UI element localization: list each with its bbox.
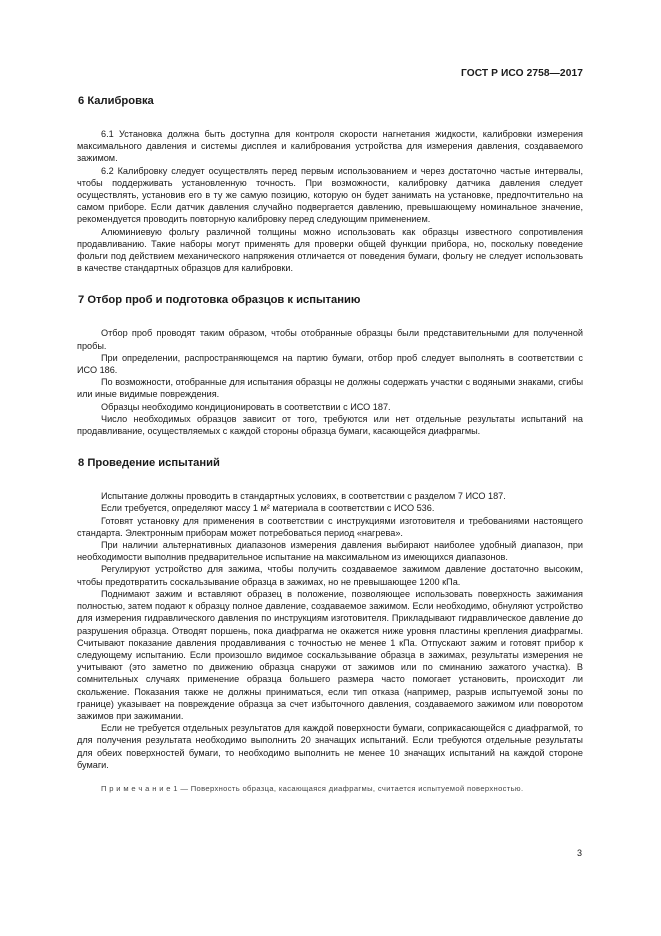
paragraph: Образцы необходимо кондиционировать в соответствии с ИСО 187.: [101, 401, 391, 412]
page-number: 3: [576, 848, 582, 858]
paragraph: При определении, распространяющемся на партию бумаги, отбор проб следует выполнять в соответствии с ИСО 186.: [77, 352, 583, 376]
paragraph: Алюминиевую фольгу различной толщины можно использовать как образцы известного сопротивления продавливанию. Такие наборы могут применять для проверки общей функции прибора, но, поскольку поведение фольги под действием механического напряжения отличается от поведения бумаги, фольгу не следует использовать в качестве стандартных образцов для калибровки.: [77, 226, 583, 274]
paragraph: Регулируют устройство для зажима, чтобы получить создаваемое зажимом давление достаточно высоким, чтобы предотвратить соскальзывание образца в зажимах, но не превышающее 1200 кПа.: [77, 564, 583, 587]
paragraph: Поднимают зажим и вставляют образец в положение, позволяющее использовать поверхность зажимания полностью, затем подают к образцу полное давление, создаваемое зажимом. Если необходимо, обнуляют устройство для измерения гидравлического давления по инструкциям изготовителя. Прикладывают гидравлическое давление до разрушения образца. Отводят поршень, пока диафрагма не окажется ниже уровня пластины крепления диафрагмы. Считывают показание давления продавливания с точностью не менее 1 кПа. Отпускают зажим и готовят прибор к следующему испытанию. Если произошло видимое соскальзывание образца в зажимах, результаты измерения не учитывают (это заметно по движению образца снаружи от зажимов или по сминанию зажатого участка). В сомнительных случаях применение образца большего размера часто помогает установить, происходит ли скольжение. Показания также не должны приниматься, если тип отказа (например, разрыв испытуемой зоны по границе) указывает на повреждение образца за счет избыточного давления, создаваемого зажимом или поворотом зажимов при зажимании.: [77, 588, 583, 721]
paragraph: Если не требуется отдельных результатов для каждой поверхности бумаги, соприкасающейся с диафрагмой, то для получения результата необходимо выполнить 20 значащих испытаний. Если требуются отдельные результаты для обеих поверхностей бумаги, то необходимо выполнить не менее 10 значащих испытаний на каждой стороне бумаги.: [77, 723, 583, 770]
paragraph: При наличии альтернативных диапазонов измерения давления выбирают наиболее удобный диапазон, при необходимости выполнив предварительное испытание на максимальном из имеющихся диапазонов.: [77, 540, 583, 563]
section-heading: 8 Проведение испытаний: [78, 457, 220, 470]
paragraph: 6.2 Калибровку следует осуществлять перед первым использованием и через достаточно частые интервалы, чтобы поддерживать установленную точность. При возможности, калибровку датчика давления следует осуществлять, установив его в ту же самую позицию, которую он будет занимать на установке, предпочтительно на самом приборе. Если датчик давления случайно подвергается давлению, превышающему номинальное значение, рекомендуется проводить повторную калибровку перед следующим применением.: [77, 165, 583, 225]
section-heading: 6 Калибровка: [78, 95, 154, 107]
paragraph: Если требуется, определяют массу 1 м² материала в соответствии с ИСО 536.: [101, 503, 435, 514]
paragraph: Испытание должны проводить в стандартных условиях, в соответствии с разделом 7 ИСО 187.: [101, 491, 506, 502]
paragraph: Отбор проб проводят таким образом, чтобы отобранные образцы были представительными для полученной пробы.: [77, 328, 583, 351]
note: П р и м е ч а н и е 1 — Поверхность образца, касающаяся диафрагмы, считается испытуемой поверхностью.: [101, 783, 524, 793]
paragraph: По возможности, отобранные для испытания образцы не должны содержать участки с водяными знаками, сгибы или иные видимые повреждения.: [77, 377, 583, 400]
document-body: [77, 94, 583, 794]
paragraph: Число необходимых образцов зависит от того, требуются или нет отдельные результаты испытаний на продавливание, осуществляемых с каждой стороны образца бумаги, касающейся диафрагмы.: [77, 413, 583, 437]
section-sampling: [77, 293, 583, 437]
section-testing: [77, 456, 583, 794]
section-heading: 7 Отбор проб и подготовка образцов к испытанию: [78, 294, 361, 307]
section-calibration: [77, 94, 583, 274]
paragraph: Готовят установку для применения в соответствии с инструкциями изготовителя и требованиями настоящего стандарта. Электронным приборам может потребоваться период «нагрева».: [77, 515, 583, 538]
standard-id: ГОСТ Р ИСО 2758—2017: [460, 68, 583, 79]
paragraph: 6.1 Установка должна быть доступна для контроля скорости нагнетания жидкости, калибровки измерения максимального давления и системы дисплея и калибрования устройства для измерения давления, создаваемого зажимом.: [77, 129, 583, 164]
